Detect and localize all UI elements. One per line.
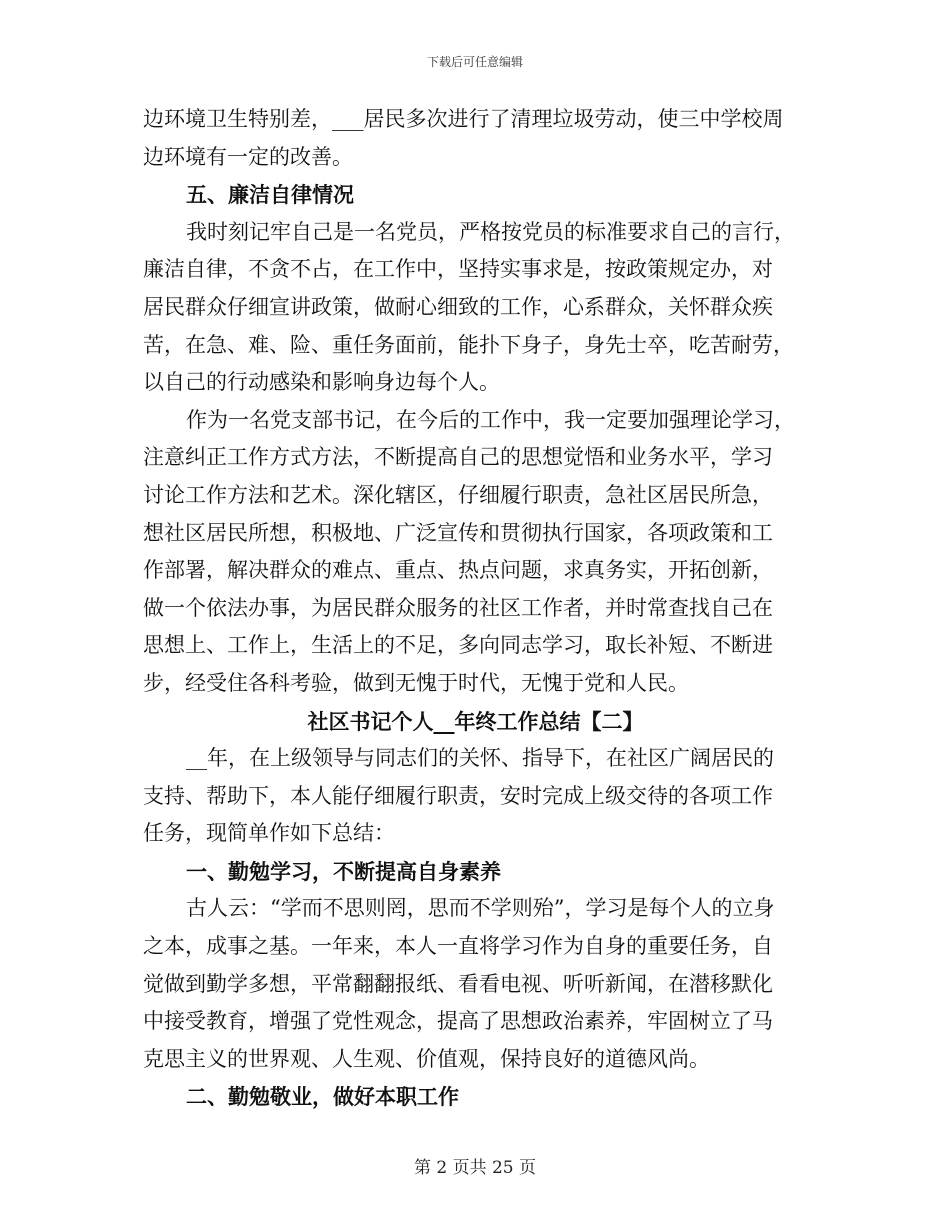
paragraph-line: 讨论工作方法和艺术。深化辖区，仔细履行职责，急社区居民所急， [143, 482, 773, 507]
paragraph-line: 我时刻记牢自己是一名党员，严格按党员的标准要求自己的言行， [186, 219, 795, 244]
section-heading: 五、廉洁自律情况 [186, 182, 354, 208]
paragraph-line: 廉洁自律，不贪不占，在工作中，坚持实事求是，按政策规定办，对 [143, 257, 773, 282]
paragraph-line: 边环境卫生特别差，___居民多次进行了清理垃圾劳动，使三中学校周 [143, 107, 784, 131]
page-header: 下载后可任意编辑 [426, 55, 523, 69]
paragraph-line: 克思主义的世界观、人生观、价值观，保持良好的道德风尚。 [143, 1046, 710, 1071]
paragraph-line: 作为一名党支部书记，在今后的工作中，我一定要加强理论学习， [186, 407, 795, 432]
paragraph-line: 做一个依法办事，为居民群众服务的社区工作者，并时常查找自己在 [143, 595, 773, 620]
paragraph-line: 中接受教育，增强了党性观念，提高了思想政治素养，牢固树立了马 [143, 1009, 773, 1034]
section-heading: 二、勤勉敬业，做好本职工作 [186, 1084, 459, 1110]
section-heading: 一、勤勉学习，不断提高自身素养 [186, 858, 501, 884]
document-title: 社区书记个人__年终工作总结【二】 [307, 708, 644, 734]
paragraph-line: 任务，现简单作如下总结： [143, 821, 395, 846]
paragraph-line: 边环境有一定的改善。 [143, 144, 353, 169]
paragraph-line: 古人云：“学而不思则罔，思而不学则殆”，学习是每个人的立身 [186, 896, 775, 921]
paragraph-line: 思想上、工作上，生活上的不足，多向同志学习，取长补短、不断进 [143, 633, 773, 658]
paragraph-line: 步，经受住各科考验，做到无愧于时代，无愧于党和人民。 [143, 670, 689, 695]
paragraph-line: 作部署，解决群众的难点、重点、热点问题，求真务实，开拓创新， [143, 558, 773, 583]
paragraph-line: 想社区居民所想，积极地、广泛宣传和贯彻执行国家，各项政策和工 [143, 520, 773, 545]
paragraph-line: 以自己的行动感染和影响身边每个人。 [143, 370, 500, 395]
paragraph-line: 注意纠正工作方式方法，不断提高自己的思想觉悟和业务水平，学习 [143, 445, 773, 470]
paragraph-line: __年，在上级领导与同志们的关怀、指导下，在社区广阔居民的 [186, 746, 774, 771]
page-number: 第 2 页共 25 页 [413, 1158, 537, 1178]
paragraph-line: 居民群众仔细宣讲政策，做耐心细致的工作，心系群众，关怀群众疾 [143, 294, 773, 319]
paragraph-line: 之本，成事之基。一年来，本人一直将学习作为自身的重要任务，自 [143, 934, 773, 959]
document-body [143, 101, 808, 1116]
paragraph-line: 觉做到勤学多想，平常翻翻报纸、看看电视、听听新闻，在潜移默化 [143, 971, 773, 996]
paragraph-line: 苦，在急、难、险、重任务面前，能扑下身子，身先士卒，吃苦耐劳， [143, 332, 794, 357]
paragraph-line: 支持、帮助下，本人能仔细履行职责，安时完成上级交待的各项工作 [143, 783, 773, 808]
